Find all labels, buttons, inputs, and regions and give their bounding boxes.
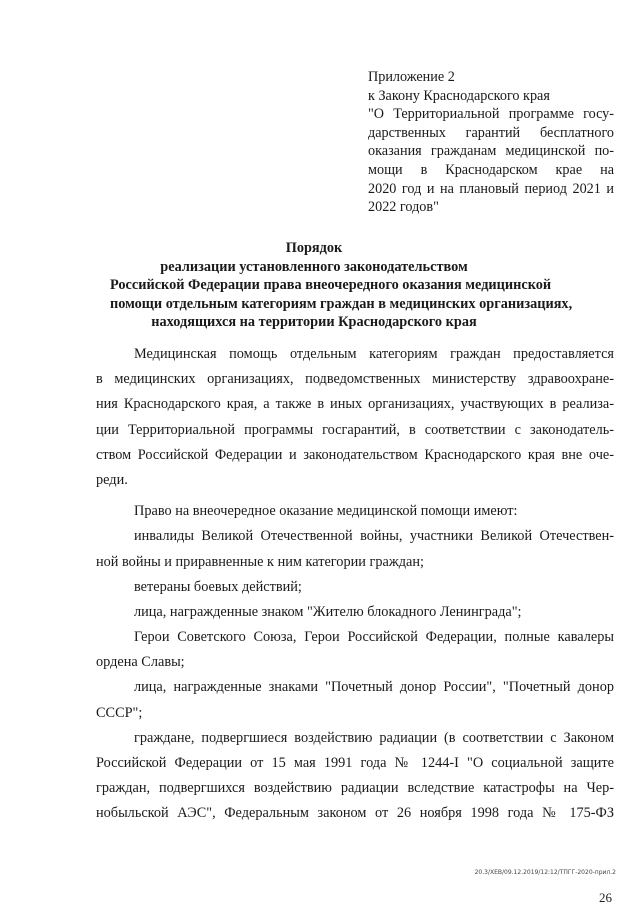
body-line: граждан, подвергшихся воздействию радиации вследствие катастрофы на Чер-	[96, 780, 614, 797]
body-line: граждане, подвергшиеся воздействию радиации (в соответствии с Законом	[134, 729, 614, 746]
body-line: ордена Славы;	[96, 654, 185, 671]
title-line: Порядок	[285, 240, 343, 256]
appendix-line: 2022 годов"	[368, 199, 439, 216]
appendix-line: "О Территориальной программе госу-	[368, 106, 614, 123]
appendix-line: мощи в Краснодарском крае на	[368, 161, 614, 178]
title-line: помощи отдельным категориям граждан в медицинских организациях,	[110, 295, 573, 312]
body-line: лица, награжденные знаком "Жителю блокадного Ленинграда";	[134, 603, 522, 620]
body-line: ством Российской Федерации и законодательством Краснодарского края вне оче-	[96, 446, 614, 463]
appendix-line: оказания гражданам медицинской по-	[368, 143, 614, 160]
appendix-line: дарственных гарантий бесплатного	[368, 124, 614, 141]
body-line: ветераны боевых действий;	[134, 578, 302, 595]
appendix-header	[368, 68, 614, 217]
body-line: Российской Федерации от 15 мая 1991 года № 1244-I "О социальной защите	[96, 755, 614, 771]
document-body	[96, 342, 614, 827]
body-line: Герои Советского Союза, Герои Российской Федерации, полные кавалеры	[134, 629, 614, 646]
body-line: лица, награжденные знаками "Почетный донор России", "Почетный донор	[134, 679, 614, 696]
title-line: Российской Федерации права внеочередного оказания медицинской	[110, 277, 552, 294]
body-line: Право на внеочередное оказание медицинской помощи имеют:	[134, 503, 518, 520]
body-line: реди.	[96, 471, 128, 488]
body-line: СССР";	[96, 704, 143, 721]
body-line: ния Краснодарского края, а также в иных организациях, участвующих в реализа-	[96, 396, 614, 413]
body-line: Медицинская помощь отдельным категориям граждан предоставляется	[134, 346, 614, 362]
body-line: инвалиды Великой Отечественной войны, участники Великой Отечествен-	[134, 528, 614, 545]
title-line: реализации установленного законодательством	[160, 258, 468, 275]
body-line: в медицинских организациях, подведомственных министерству здравоохране-	[96, 371, 614, 388]
body-line: ной войны и приравненные к ним категории граждан;	[96, 553, 424, 570]
page-number: 26	[599, 890, 612, 905]
document-title	[110, 239, 573, 332]
body-line: ции Территориальной программы госгарантий, в соответствии с законодатель-	[96, 421, 614, 438]
document-reference-code: 20.3/ХЕВ/09.12.2019/12:12/ТПГГ-2020-прил.2	[474, 869, 616, 876]
appendix-line: 2020 год и на плановый период 2021 и	[368, 180, 614, 197]
appendix-line: Приложение 2	[368, 69, 455, 85]
body-line: нобыльской АЭС", Федеральным законом от 26 ноября 1998 года № 175-ФЗ	[96, 805, 614, 822]
title-line: находящихся на территории Краснодарского края	[151, 314, 477, 331]
appendix-line: к Закону Краснодарского края	[368, 87, 550, 104]
